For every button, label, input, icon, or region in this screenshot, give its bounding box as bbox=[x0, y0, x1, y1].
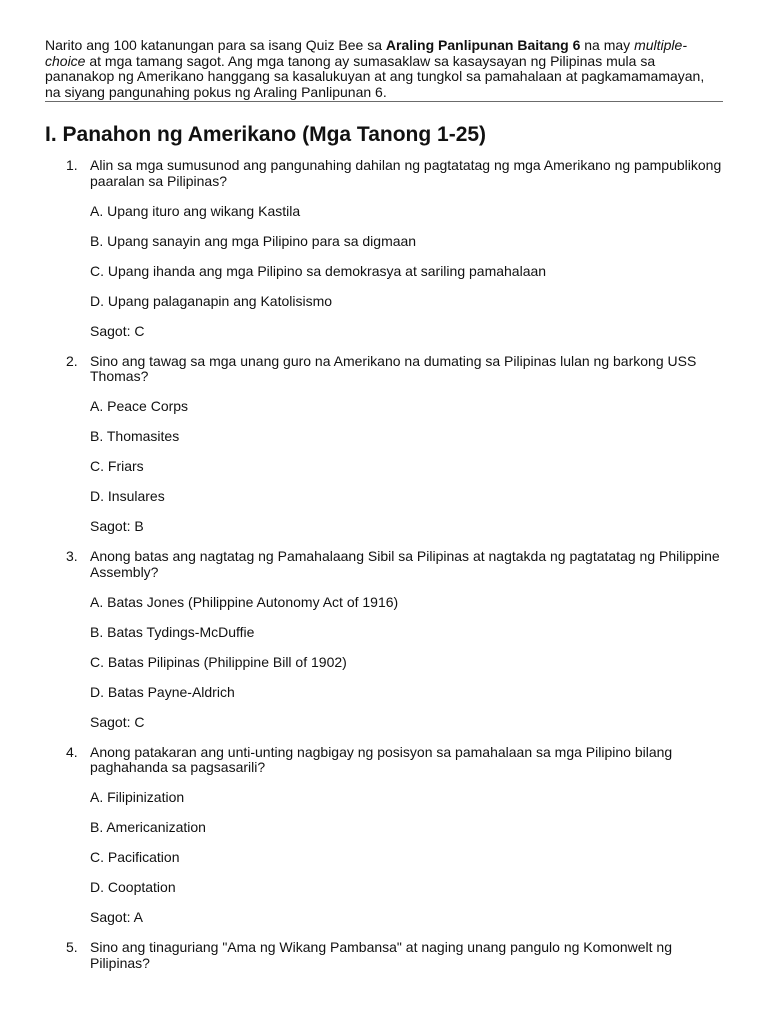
choice-d: D. Batas Payne-Aldrich bbox=[90, 683, 235, 700]
question-item bbox=[45, 354, 723, 535]
choice-a: A. Peace Corps bbox=[90, 398, 189, 414]
choice-d: D. Cooptation bbox=[90, 879, 176, 895]
question-number: 5. bbox=[66, 939, 78, 955]
choice-c: C. Batas Pilipinas (Philippine Bill of 1902) bbox=[90, 653, 347, 670]
intro-text-2: na may bbox=[580, 37, 635, 53]
question-item bbox=[45, 745, 723, 926]
answer-text: Sagot: C bbox=[90, 322, 145, 339]
question-number: 3. bbox=[66, 548, 78, 564]
choice-d: D. Upang palaganapin ang Katolisismo bbox=[90, 292, 333, 309]
question-item bbox=[45, 158, 723, 339]
answer-text: Sagot: B bbox=[90, 518, 144, 534]
choice-c: C. Upang ihanda ang mga Pilipino sa demokrasya at sariling pamahalaan bbox=[90, 262, 547, 279]
question-number: 1. bbox=[66, 157, 78, 173]
answer-text: Sagot: C bbox=[90, 713, 145, 730]
question-number: 2. bbox=[66, 352, 78, 369]
question-item bbox=[45, 549, 723, 730]
question-item bbox=[45, 940, 723, 971]
choice-b: B. Thomasites bbox=[90, 428, 180, 444]
question-number: 4. bbox=[66, 743, 78, 760]
question-list bbox=[45, 158, 723, 971]
choice-b: B. Upang sanayin ang mga Pilipino para sa digmaan bbox=[90, 232, 417, 249]
question-text: Anong batas ang nagtatag ng Pamahalaang Sibil sa Pilipinas at nagtakda ng pagtatatag ng Philippine Assembly? bbox=[90, 548, 720, 580]
choice-b: B. Batas Tydings-McDuffie bbox=[90, 623, 255, 640]
intro-text-3: at mga tamang sagot. Ang mga tanong ay sumasaklaw sa kasaysayan ng Pilipinas mula sa pananakop ng Amerikano hanggang sa kasalukuyan at ang tungkol sa pamahalaan at pagkamamamayan, na siyang pangunahing pokus ng Araling Panlipunan 6. bbox=[45, 52, 705, 100]
question-text: Sino ang tinaguriang "Ama ng Wikang Pambansa" at naging unang pangulo ng Komonwelt ng Pilipinas? bbox=[90, 939, 673, 971]
question-text: Alin sa mga sumusunod ang pangunahing dahilan ng pagtatatag ng mga Amerikano ng pampublikong paaralan sa Pilipinas? bbox=[90, 157, 722, 189]
intro-italic: multiple-choice bbox=[45, 37, 687, 69]
choice-d: D. Insulares bbox=[90, 488, 165, 504]
section-title: I. Panahon ng Amerikano (Mga Tanong 1-25) bbox=[45, 123, 487, 146]
choice-a: A. Filipinization bbox=[90, 789, 185, 805]
choice-c: C. Friars bbox=[90, 458, 144, 474]
intro-paragraph bbox=[45, 38, 723, 102]
choice-c: C. Pacification bbox=[90, 849, 180, 865]
choice-a: A. Batas Jones (Philippine Autonomy Act of 1916) bbox=[90, 593, 399, 610]
intro-text-1: Narito ang 100 katanungan para sa isang Quiz Bee sa bbox=[45, 37, 386, 53]
question-text: Sino ang tawag sa mga unang guro na Amerikano na dumating sa Pilipinas lulan ng barkong USS Thomas? bbox=[90, 352, 697, 384]
choice-b: B. Americanization bbox=[90, 819, 206, 835]
question-text: Anong patakaran ang unti-unting nagbigay ng posisyon sa pamahalaan sa mga Pilipino bilang paghahanda sa pagsasarili? bbox=[90, 743, 673, 775]
answer-text: Sagot: A bbox=[90, 909, 143, 925]
document-page bbox=[45, 38, 723, 971]
choice-a: A. Upang ituro ang wikang Kastila bbox=[90, 202, 301, 219]
intro-subject-bold: Araling Panlipunan Baitang 6 bbox=[385, 37, 581, 53]
